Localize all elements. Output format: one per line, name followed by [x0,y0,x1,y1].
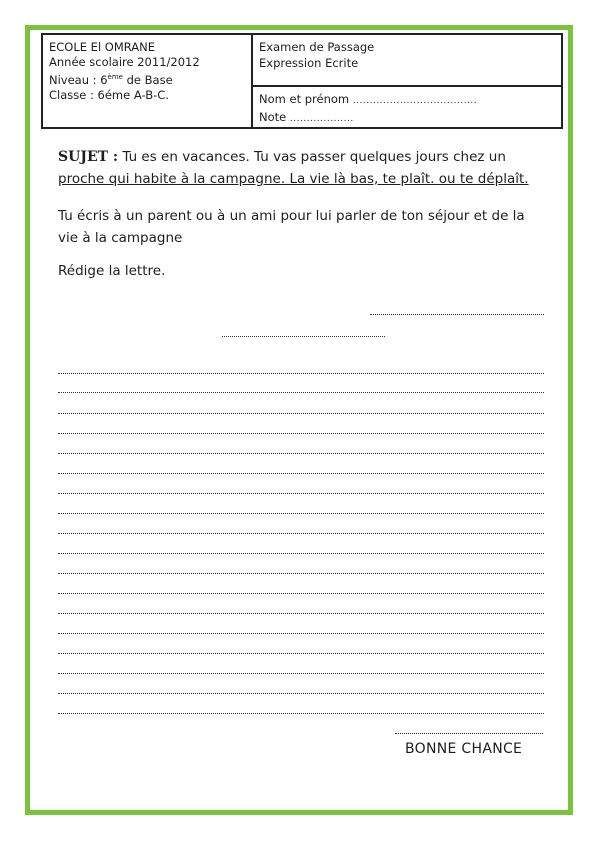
writing-line[interactable] [58,653,544,654]
note-field[interactable]: Note ................... [259,110,354,124]
exam-info [253,35,561,87]
writing-line[interactable] [58,493,544,494]
writing-line[interactable] [395,733,543,734]
writing-line[interactable] [58,593,544,594]
writing-line[interactable] [58,693,544,694]
writing-line[interactable] [58,673,544,674]
writing-line[interactable] [58,613,544,614]
sujet-line-1: Tu es en vacances. Tu vas passer quelques jours chez un [118,149,506,165]
exam-header [41,33,563,129]
student-info [253,87,561,127]
name-field[interactable]: Nom et prénom ..................................... [259,92,478,106]
writing-line[interactable] [58,453,544,454]
sujet-label: SUJET : [58,149,119,165]
school-info [43,35,253,127]
writing-line[interactable] [58,413,544,414]
writing-line[interactable] [222,336,385,337]
writing-line[interactable] [58,553,544,554]
writing-line[interactable] [58,513,544,514]
closing-text: BONNE CHANCE [405,741,523,757]
page-border [25,25,573,815]
subject-paragraph [58,146,548,190]
exam-title: Examen de Passage [259,40,375,54]
writing-line[interactable] [58,392,544,393]
task-paragraph: Tu écris à un parent ou à un ami pour lui parler de ton séjour et de la vie à la campagne [58,208,525,246]
writing-line[interactable] [58,473,544,474]
writing-line[interactable] [58,573,544,574]
writing-line[interactable] [58,373,544,374]
writing-line[interactable] [58,533,544,534]
school-year: Année scolaire 2011/2012 [49,55,200,69]
writing-line[interactable] [370,314,544,315]
instruction: Rédige la lettre. [58,263,166,279]
sujet-line-2: proche qui habite à la campagne. La vie là bas, te plaît. ou te déplaît. [58,171,529,187]
writing-line[interactable] [58,633,544,634]
writing-line[interactable] [58,713,544,714]
exam-subject: Expression Ecrite [259,56,359,70]
class: Classe : 6éme A-B-C. [49,87,169,102]
school-name: ECOLE El OMRANE [49,40,156,54]
level: Niveau : 6ème de Base [49,72,173,87]
writing-line[interactable] [58,433,544,434]
